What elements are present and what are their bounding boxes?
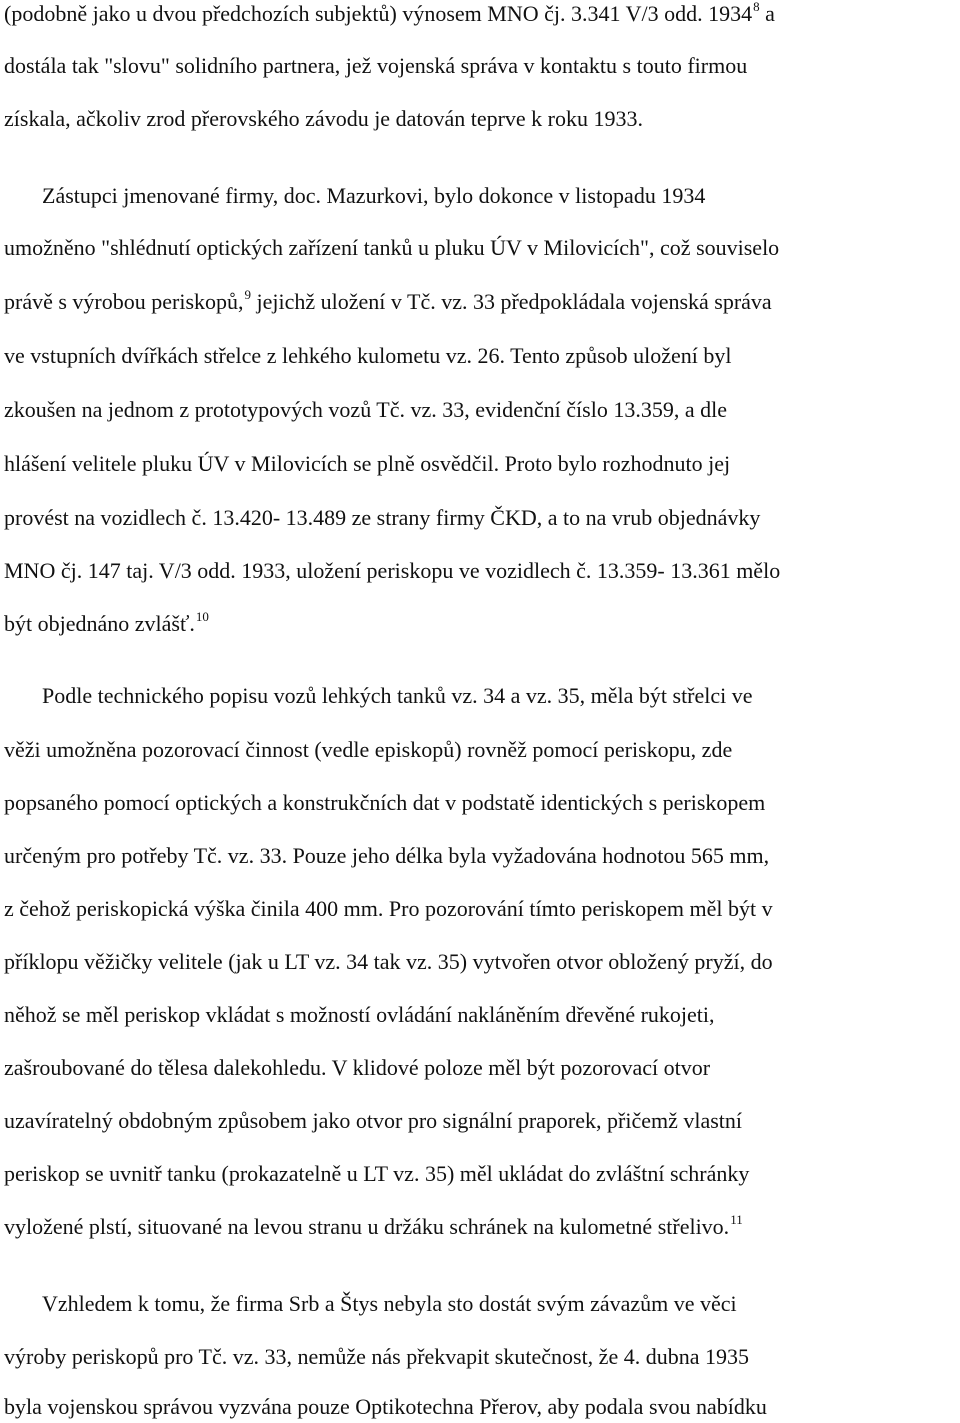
line-text: periskop se uvnitř tanku (prokazatelně u LT vz. 35) měl ukládat do zvláštní schránky	[4, 1161, 750, 1186]
text-line	[4, 1213, 956, 1244]
line-text: dostála tak "slovu" solidního partnera, jež vojenská správa v kontaktu s touto firmou	[4, 53, 748, 78]
line-text: uzavíratelný obdobným způsobem jako otvor pro signální praporek, přičemž vlastní	[4, 1108, 743, 1133]
line-text: z čehož periskopická výška činila 400 mm. Pro pozorování tímto periskopem měl být v	[4, 896, 773, 921]
line-text: ve vstupních dvířkách střelce z lehkého kulometu vz. 26. Tento způsob uložení byl	[4, 343, 732, 368]
line-text: byla vojenskou správou vyzvána pouze Optikotechna Přerov, aby podala svou nabídku	[4, 1394, 767, 1419]
text-line	[4, 1054, 956, 1082]
line-text: příklopu věžičky velitele (jak u LT vz. 34 tak vz. 35) vytvořen otvor obložený pryží, do	[4, 949, 773, 974]
text-line	[4, 234, 956, 262]
line-text: získala, ačkoliv zrod přerovského závodu je datován teprve k roku 1933.	[4, 106, 644, 131]
line-text: být objednáno zvlášť.	[4, 611, 195, 636]
text-line	[4, 0, 956, 31]
text-line	[4, 1107, 956, 1135]
text-line	[4, 450, 956, 478]
line-text: popsaného pomocí optických a konstrukčních dat v podstatě identických s periskopem	[4, 790, 766, 815]
text-line	[42, 182, 956, 210]
line-text: umožněno "shlédnutí optických zařízení tanků u pluku ÚV v Milovicích", což souviselo	[4, 235, 780, 260]
text-line	[4, 895, 956, 923]
line-text: právě s výrobou periskopů,	[4, 289, 244, 314]
line-text-after: jejichž uložení v Tč. vz. 33 předpokládala vojenská správa	[251, 289, 772, 314]
line-text: zašroubované do tělesa dalekohledu. V klidové poloze měl být pozorovací otvor	[4, 1055, 711, 1080]
text-line	[4, 105, 956, 133]
text-line	[4, 610, 956, 641]
line-text: Podle technického popisu vozů lehkých tanků vz. 34 a vz. 35, měla být střelci ve	[42, 683, 753, 708]
line-text: věži umožněna pozorovací činnost (vedle episkopů) rovněž pomocí periskopu, zde	[4, 737, 733, 762]
text-line	[4, 789, 956, 817]
line-text-after: a	[759, 1, 775, 26]
text-line	[4, 52, 956, 80]
text-line	[4, 1393, 956, 1421]
text-line	[4, 736, 956, 764]
text-line	[4, 342, 956, 370]
line-text: provést na vozidlech č. 13.420- 13.489 ze strany firmy ČKD, a to na vrub objednávky	[4, 505, 761, 530]
text-line	[4, 1001, 956, 1029]
text-line	[4, 288, 956, 319]
line-text: Vzhledem k tomu, že firma Srb a Štys nebyla sto dostát svým závazům ve věci	[42, 1291, 737, 1316]
line-text: něhož se měl periskop vkládat s možností ovládání nakláněním dřevěné rukojeti,	[4, 1002, 715, 1027]
text-line	[4, 557, 956, 585]
text-line	[4, 1343, 956, 1371]
footnote-mark: 10	[195, 609, 209, 624]
text-line	[42, 682, 956, 710]
text-line	[4, 1160, 956, 1188]
line-text: vyložené plstí, situované na levou stranu u držáku schránek na kulometné střelivo.	[4, 1214, 730, 1239]
text-line	[4, 504, 956, 532]
text-line	[42, 1290, 956, 1318]
line-text: hlášení velitele pluku ÚV v Milovicích se plně osvědčil. Proto bylo rozhodnuto jej	[4, 451, 731, 476]
text-line	[4, 842, 956, 870]
footnote-mark: 8	[753, 0, 760, 14]
line-text: MNO čj. 147 taj. V/3 odd. 1933, uložení periskopu ve vozidlech č. 13.359- 13.361 mělo	[4, 558, 781, 583]
text-line	[4, 396, 956, 424]
line-text: (podobně jako u dvou předchozích subjektů) výnosem MNO čj. 3.341 V/3 odd. 1934	[4, 1, 753, 26]
line-text: zkoušen na jednom z prototypových vozů Tč. vz. 33, evidenční číslo 13.359, a dle	[4, 397, 727, 422]
line-text: určeným pro potřeby Tč. vz. 33. Pouze jeho délka byla vyžadována hodnotou 565 mm,	[4, 843, 770, 868]
text-line	[4, 948, 956, 976]
footnote-mark: 9	[244, 287, 252, 302]
line-text: Zástupci jmenované firmy, doc. Mazurkovi, bylo dokonce v listopadu 1934	[42, 183, 706, 208]
line-text: výroby periskopů pro Tč. vz. 33, nemůže nás překvapit skutečnost, že 4. dubna 1935	[4, 1344, 749, 1369]
footnote-mark: 11	[730, 1212, 743, 1227]
